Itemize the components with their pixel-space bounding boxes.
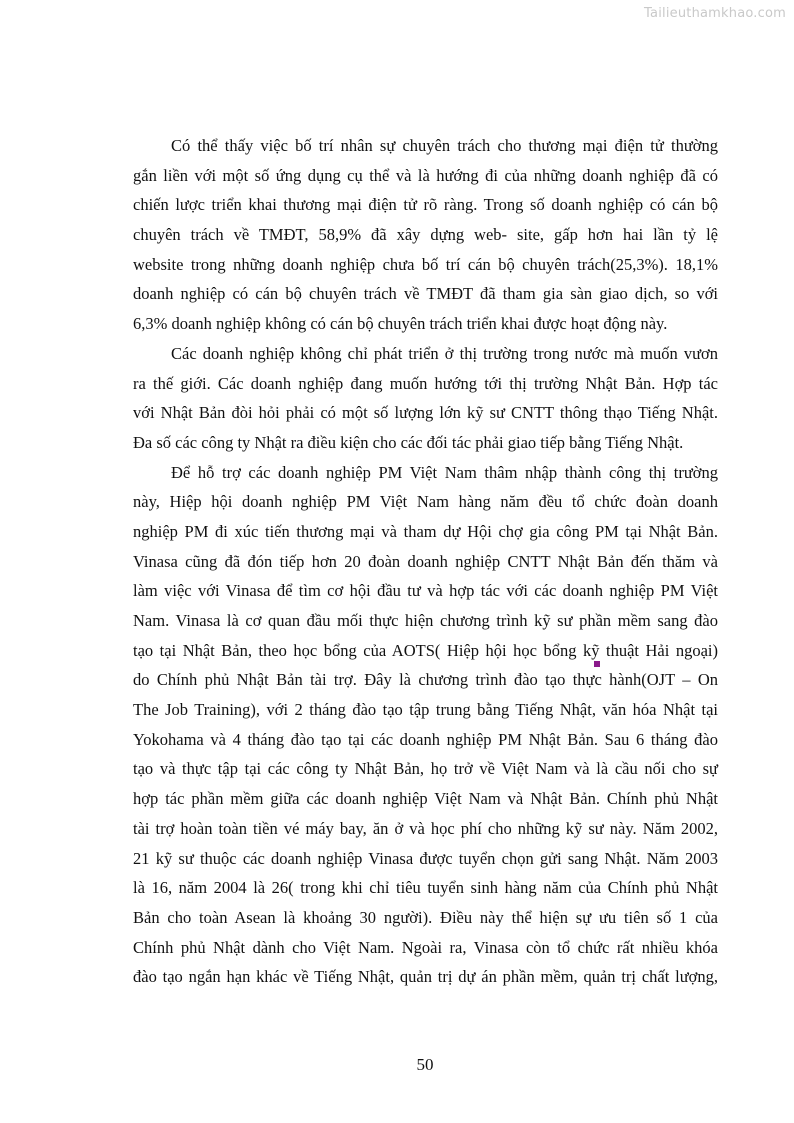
annotation-marker (594, 661, 600, 667)
paragraph-2 (133, 339, 718, 458)
document-body (133, 131, 718, 992)
paragraph-3 (133, 458, 718, 992)
text-line: Có thể thấy việc bố trí nhân sự chuyên trách cho thương mại điện tử thường (171, 136, 718, 155)
text-line: là 16, năm 2004 là 26( trong khi chỉ tiêu tuyển sinh hàng năm của Chính phủ Nhật (133, 878, 718, 898)
text-line: làm việc với Vinasa để tìm cơ hội đầu tư và hợp tác với các doanh nghiệp PM Việt (133, 581, 718, 601)
text-line: với Nhật Bản đòi hỏi phải có một số lượng lớn kỹ sư CNTT thông thạo Tiếng Nhật. (133, 403, 718, 423)
text-line: doanh nghiệp có cán bộ chuyên trách về TMĐT đã tham gia sàn giao dịch, so với (133, 284, 718, 304)
text-line: Để hỗ trợ các doanh nghiệp PM Việt Nam thâm nhập thành công thị trường (171, 462, 718, 482)
text-line: hợp tác phần mềm giữa các doanh nghiệp Việt Nam và Nhật Bản. Chính phủ Nhật (133, 789, 718, 809)
text-line: website trong những doanh nghiệp chưa bố trí cán bộ chuyên trách(25,3%). 18,1% (133, 254, 718, 274)
page-number: 50 (416, 1055, 434, 1074)
text-line: do Chính phủ Nhật Bản tài trợ. Đây là chương trình đào tạo thực hành(OJT – On (133, 670, 718, 690)
text-line: gắn liền với một số ứng dụng cụ thể và là hướng đi của những doanh nghiệp đã có (133, 165, 718, 185)
text-line: nghiệp PM đi xúc tiến thương mại và tham dự Hội chợ gia công PM tại Nhật Bản. (133, 521, 718, 541)
text-line: tạo và thực tập tại các công ty Nhật Bản, họ trở về Việt Nam và là cầu nối cho sự (133, 759, 718, 779)
text-line: Yokohama và 4 tháng đào tạo tại các doanh nghiệp PM Nhật Bản. Sau 6 tháng đào (133, 729, 718, 749)
text-line: Vinasa cũng đã đón tiếp hơn 20 đoàn doanh nghiệp CNTT Nhật Bản đến thăm và (133, 551, 718, 571)
text-line: tài trợ hoàn toàn tiền vé máy bay, ăn ở và học phí cho những kỹ sư này. Năm 2002, (133, 818, 718, 838)
text-line: Chính phủ Nhật dành cho Việt Nam. Ngoài ra, Vinasa còn tổ chức rất nhiều khóa (133, 937, 718, 957)
text-line: tạo tại Nhật Bản, theo học bổng của AOTS( Hiệp hội học bổng kỹ thuật Hải ngoại) (133, 640, 718, 660)
text-line: chuyên trách về TMĐT, 58,9% đã xây dựng web- site, gấp hơn hai lần tỷ lệ (133, 225, 718, 245)
watermark-text: Tailieuthamkhao.com (644, 6, 786, 21)
text-line: Nam. Vinasa là cơ quan đầu mối thực hiện chương trình kỹ sư phần mềm sang đào (133, 611, 718, 630)
text-line: Các doanh nghiệp không chỉ phát triển ở thị trường trong nước mà muốn vươn (171, 343, 718, 363)
text-line: đào tạo ngắn hạn khác về Tiếng Nhật, quản trị dự án phần mềm, quản trị chất lượng, (133, 967, 718, 987)
paragraph-1 (133, 131, 718, 339)
text-line: ra thế giới. Các doanh nghiệp đang muốn hướng tới thị trường Nhật Bản. Hợp tác (133, 373, 718, 393)
text-line: chiến lược triển khai thương mại điện tử rõ ràng. Trong số doanh nghiệp có cán bộ (133, 195, 718, 215)
text-line: Đa số các công ty Nhật ra điều kiện cho các đối tác phải giao tiếp bằng Tiếng Nhật. (133, 432, 684, 452)
text-line: 21 kỹ sư thuộc các doanh nghiệp Vinasa được tuyển chọn gửi sang Nhật. Năm 2003 (133, 848, 718, 868)
text-line: The Job Training), với 2 tháng đào tạo tập trung bằng Tiếng Nhật, văn hóa Nhật tại (133, 700, 718, 720)
text-line: này, Hiệp hội doanh nghiệp PM Việt Nam hàng năm đều tổ chức đoàn doanh (133, 492, 718, 512)
text-line: 6,3% doanh nghiệp không có cán bộ chuyên trách triển khai được hoạt động này. (133, 314, 668, 334)
text-line: Bản cho toàn Asean là khoảng 30 người). Điều này thể hiện sự ưu tiên số 1 của (133, 907, 718, 927)
